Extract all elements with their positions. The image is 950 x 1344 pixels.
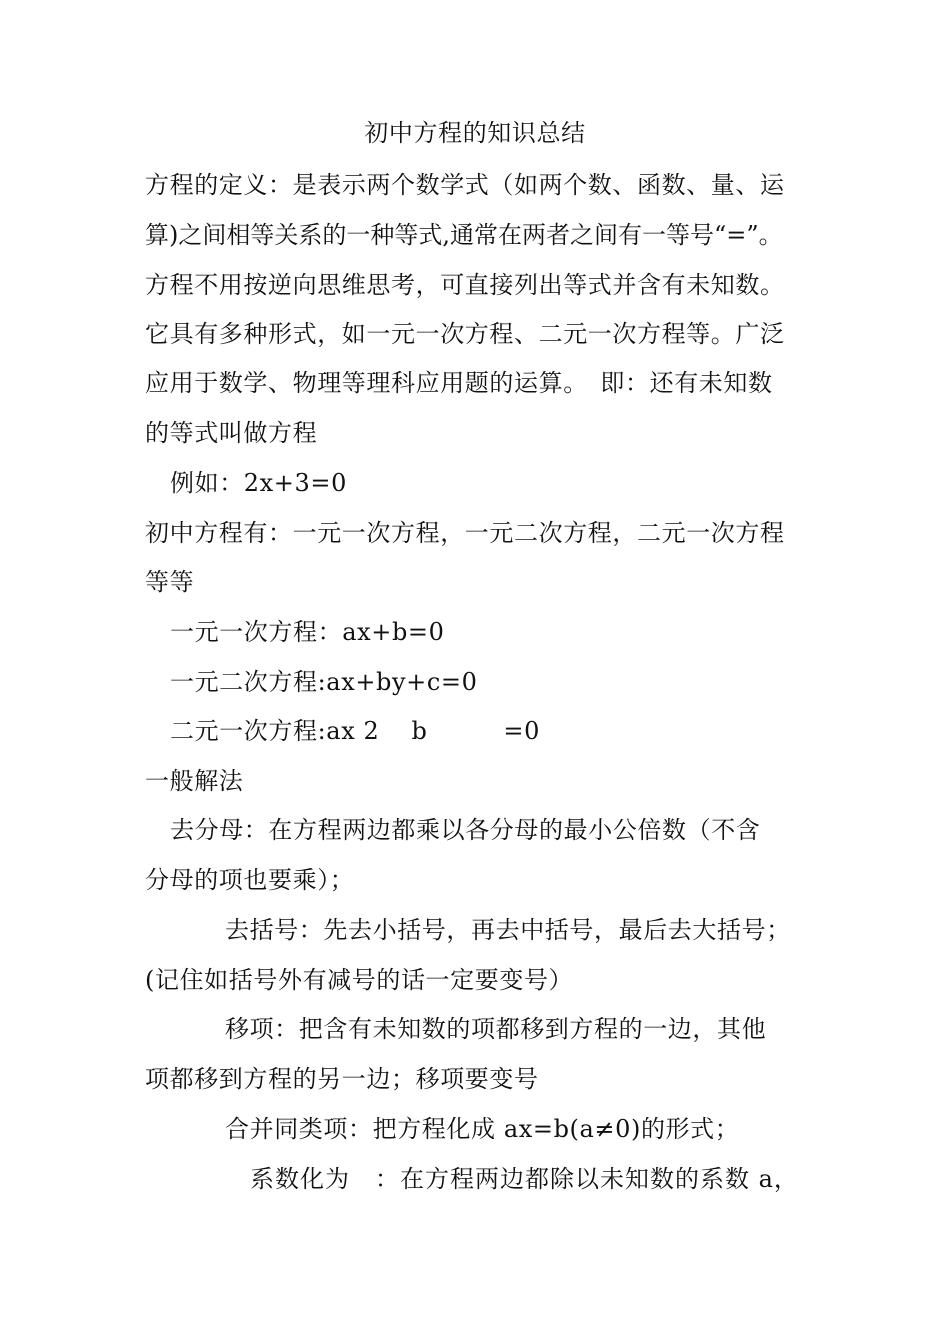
step3-line-2: 项都移到方程的另一边；移项要变号 [145,1065,539,1093]
document-title: 初中方程的知识总结 [364,119,586,147]
types-line-2: 等等 [145,568,195,596]
types-line-1: 初中方程有：一元一次方程，一元二次方程，二元一次方程 [145,519,785,547]
step3-line-1: 移项：把含有未知数的项都移到方程的一边，其他 [225,1015,767,1043]
definition-line-2: 算)之间相等关系的一种等式,通常在两者之间有一等号“=”。 [145,221,783,249]
step5-line: 系数化为 ：在方程两边都除以未知数的系数 a， [250,1165,799,1193]
step1-line-1: 去分母：在方程两边都乘以各分母的最小公倍数（不含 [170,816,761,844]
example-line: 例如：2x+3=0 [170,469,347,497]
step2-line-2: (记住如括号外有减号的话一定要变号） [145,966,574,994]
step1-line-2: 分母的项也要乘）； [145,866,355,894]
definition-line-1: 方程的定义：是表示两个数学式（如两个数、函数、量、运 [145,171,785,199]
linear-two-prefix: 二元一次方程:ax 2 [170,717,380,745]
linear-two-eq: =0 [503,717,540,745]
linear-two-variables [170,716,835,746]
linear-two-b: b [411,717,428,745]
definition-line-6: 的等式叫做方程 [145,419,318,447]
quadratic-one-variable: 一元二次方程:ax+by+c=0 [170,668,478,696]
definition-line-3: 方程不用按逆向思维思考，可直接列出等式并含有未知数。 [145,271,785,299]
step4-line: 合并同类项：把方程化成 ax=b(a≠0)的形式； [225,1115,740,1143]
step2-line-1: 去括号：先去小括号，再去中括号，最后去大括号； [225,916,791,944]
definition-line-5: 应用于数学、物理等理科应用题的运算。 即：还有未知数 [145,369,773,397]
definition-line-4: 它具有多种形式，如一元一次方程、二元一次方程等。广泛 [145,320,785,348]
solution-heading: 一般解法 [145,767,244,795]
linear-one-variable: 一元一次方程：ax+b=0 [170,618,445,646]
